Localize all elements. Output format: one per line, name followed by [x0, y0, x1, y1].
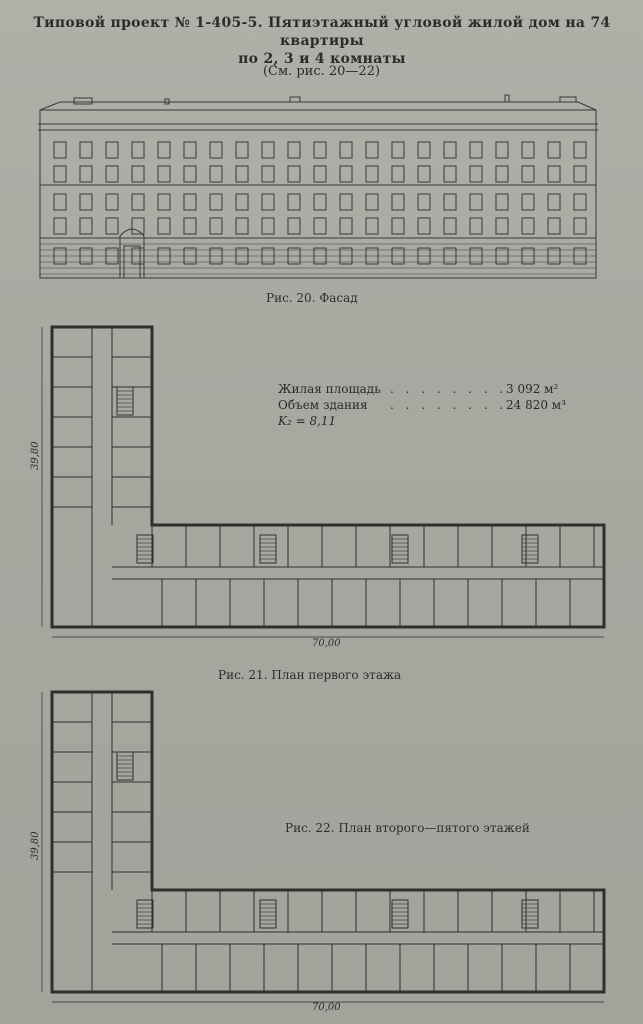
plan2-width-label: 70,00: [312, 1002, 341, 1013]
volume-row: Объем здания . . . . . . . . 24 820 м³: [278, 398, 566, 412]
plan1-height-label: 39,80: [30, 441, 41, 470]
plan1-width-label: 70,00: [312, 638, 341, 649]
living-area-label: Жилая площадь: [278, 382, 381, 396]
fig22-caption: Рис. 22. План второго—пятого этажей: [285, 821, 530, 835]
plan2-height-label: 39,80: [30, 831, 41, 860]
fig20-caption: Рис. 20. Фасад: [266, 291, 358, 305]
volume-label: Объем здания: [278, 398, 368, 412]
volume-value: 24 820 м³: [506, 398, 566, 412]
title-line-2: по 2, 3 и 4 комнаты: [238, 51, 406, 67]
living-area-value: 3 092 м²: [506, 382, 559, 396]
figure-reference: (См. рис. 20—22): [262, 64, 381, 79]
fig21-caption: Рис. 21. План первого этажа: [218, 668, 402, 682]
title-line-1: Типовой проект № 1-405-5. Пятиэтажный угловой жилой дом на 74 квартиры: [33, 15, 611, 49]
living-area-row: Жилая площадь . . . . . . . . 3 092 м²: [278, 382, 559, 396]
k2-value: K₂ = 8,11: [278, 414, 337, 428]
